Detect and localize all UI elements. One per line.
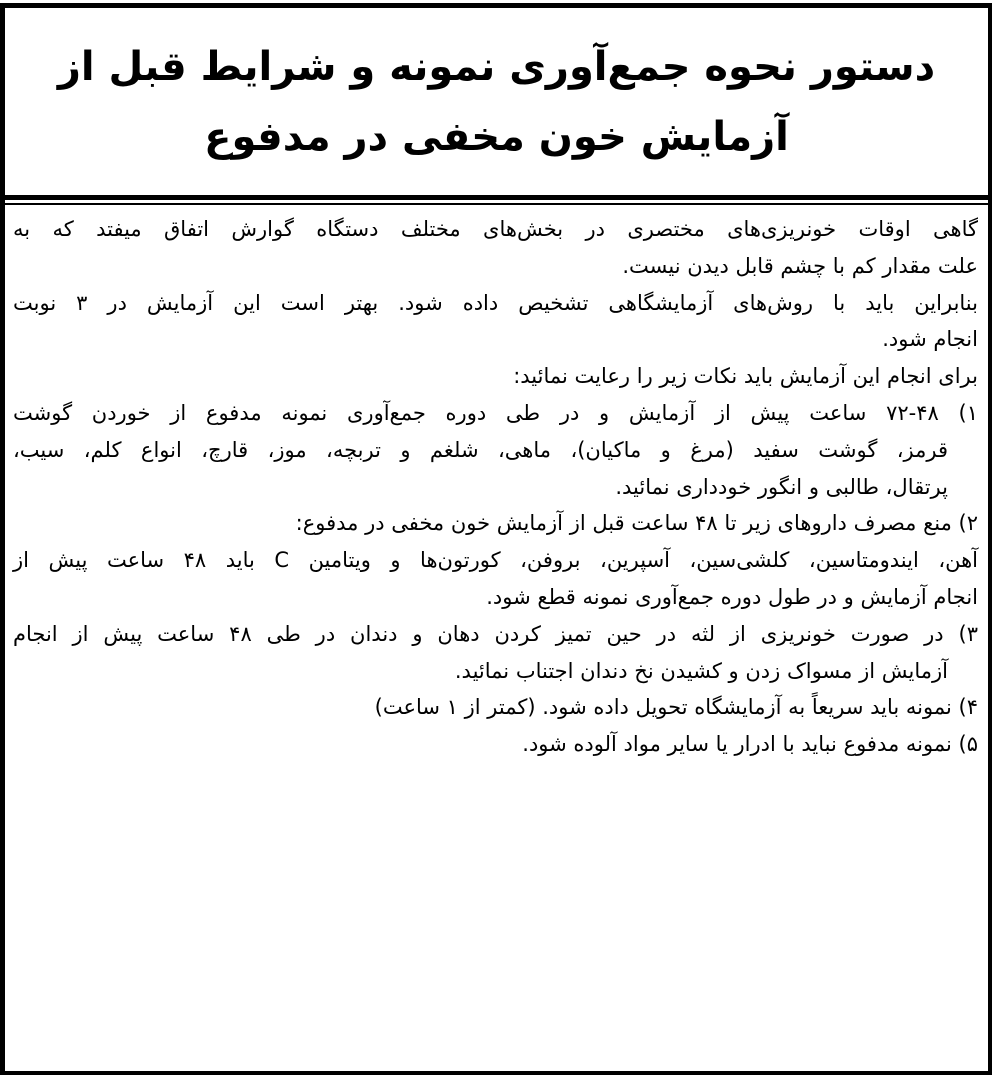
- item-4-line-1: ۴) نمونه باید سریعاً به آزمایشگاه تحویل داده شود. (کمتر از ۱ ساعت): [374, 695, 978, 720]
- item-2-line-3: انجام آزمایش و در طول دوره جمع‌آوری نمونه قطع شود.: [486, 584, 978, 609]
- item-5-line-1: ۵) نمونه مدفوع نباید با ادرار یا سایر مواد آلوده شود.: [522, 732, 978, 757]
- item-3-line-2: آزمایش از مسواک زدن و کشیدن نخ دندان اجتناب نمائید.: [454, 658, 948, 683]
- intro-paragraph-1-line-2: علت مقدار کم با چشم قابل دیدن نیست.: [622, 253, 978, 278]
- page-title-line-1: دستور نحوه جمع‌آوری نمونه و شرایط قبل از: [57, 43, 936, 90]
- item-2-line-2: آهن، ایندومتاسین، کلشی‌سین، آسپرین، بروفن، کورتون‌ها و ویتامین C باید ۴۸ ساعت پیش از: [13, 548, 978, 573]
- title-box: [5, 8, 988, 195]
- item-1-line-1: ۱) ۷۲-۴۸ ساعت پیش از آزمایش و در طی دوره جمع‌آوری نمونه مدفوع از خوردن گوشت: [13, 400, 978, 425]
- intro-paragraph-2-line-2: انجام شود.: [882, 327, 978, 352]
- title-divider-thick: [5, 195, 988, 200]
- intro-paragraph-2-line-1: بنابراین باید با روش‌های آزمایشگاهی تشخیص داده شود. بهتر است این آزمایش در ۳ نوبت: [13, 290, 978, 315]
- intro-paragraph-1-line-1: گاهی اوقات خونریزی‌های مختصری در بخش‌های مختلف دستگاه گوارش اتفاق میفتد که به: [13, 217, 978, 241]
- item-2-line-1: ۲) منع مصرف داروهای زیر تا ۴۸ ساعت قبل از آزمایش خون مخفی در مدفوع:: [295, 511, 978, 536]
- document-frame: [0, 3, 992, 1075]
- item-1-line-3: پرتقال، طالبی و انگور خودداری نمائید.: [615, 474, 948, 499]
- item-3-line-1: ۳) در صورت خونریزی از لثه در حین تمیز کردن دهان و دندان در طی ۴۸ ساعت پیش از انجام: [13, 621, 978, 646]
- page-title-line-2: آزمایش خون مخفی در مدفوع: [204, 113, 789, 160]
- intro-paragraph-3-line-1: برای انجام این آزمایش باید نکات زیر را رعایت نمائید:: [513, 364, 978, 389]
- item-1-line-2: قرمز، گوشت سفید (مرغ و ماکیان)، ماهی، شلغم و تربچه، موز، قارچ، انواع کلم، سیب،: [13, 437, 948, 462]
- instructions-body: [5, 205, 988, 1071]
